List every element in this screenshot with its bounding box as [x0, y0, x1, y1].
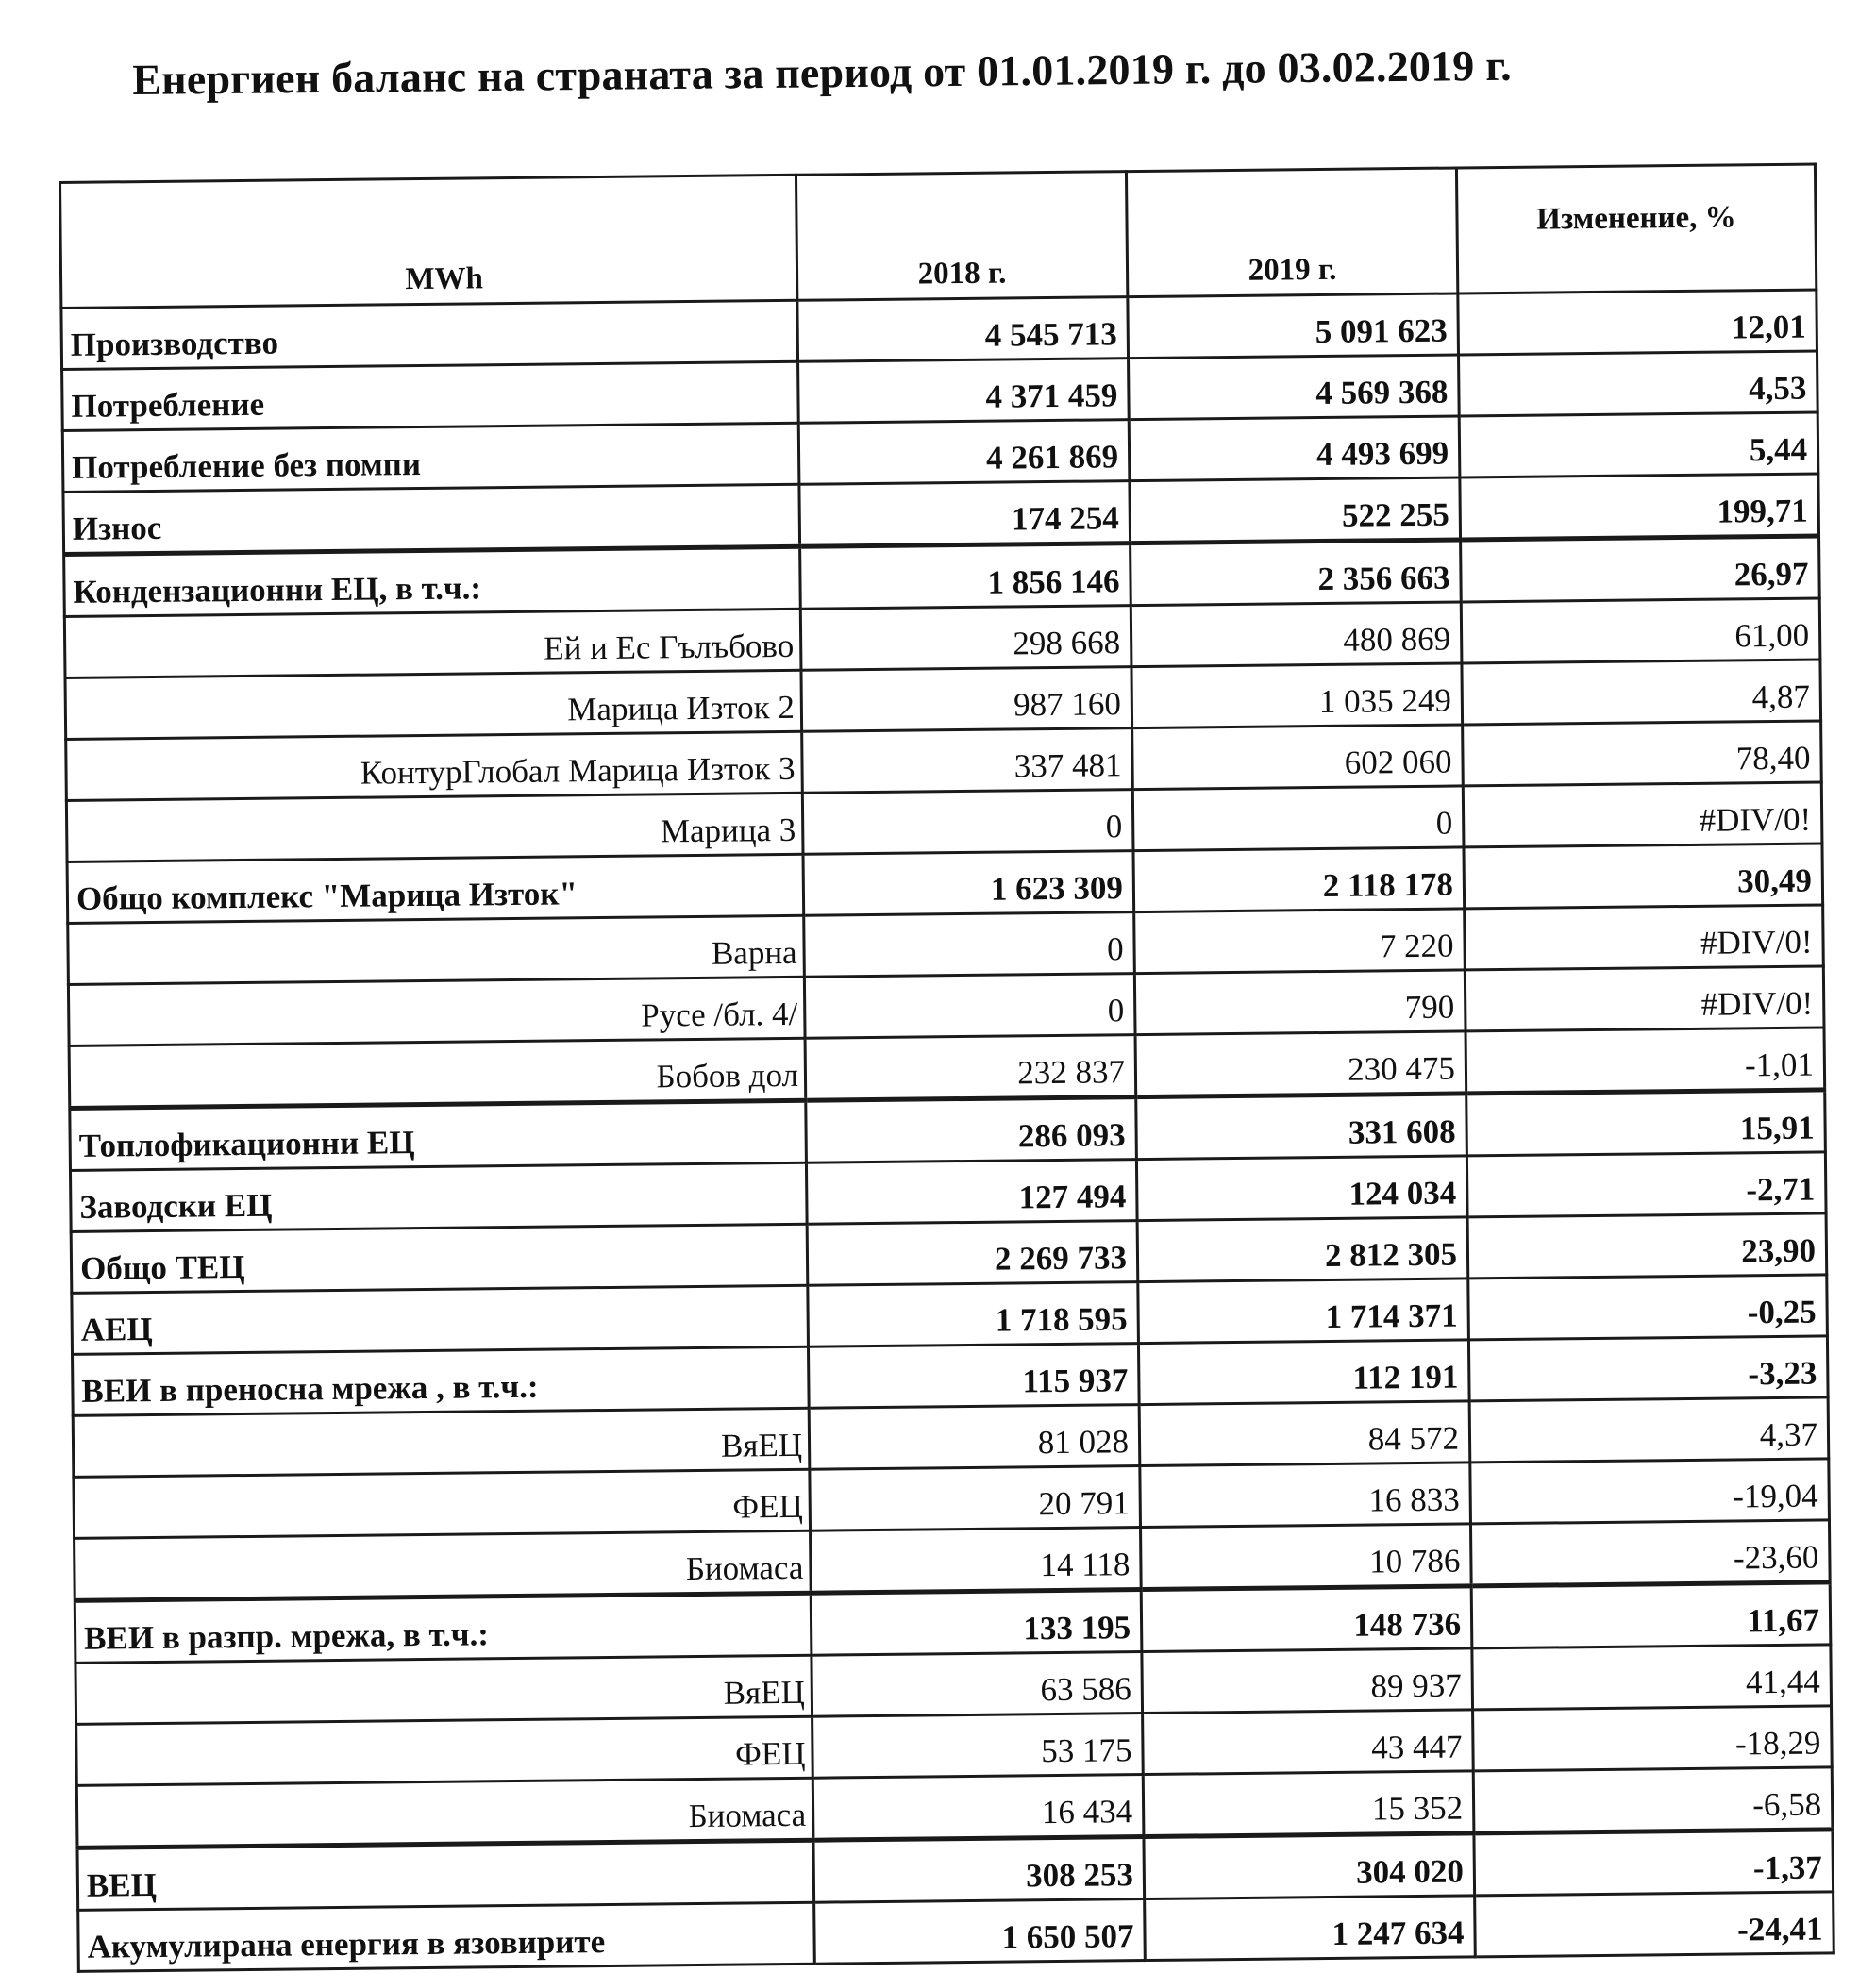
value-2019-cell: 7 220 — [1134, 909, 1466, 974]
column-header-change: Изменение, % — [1456, 164, 1816, 293]
value-2018-cell: 133 195 — [811, 1590, 1142, 1656]
column-header-2019: 2019 г. — [1126, 168, 1457, 297]
row-label-cell: Топлофикационни ЕЦ — [70, 1100, 807, 1170]
change-percent-cell: -0,25 — [1468, 1275, 1828, 1340]
value-2018-cell: 14 118 — [811, 1528, 1142, 1594]
change-percent-cell: 12,01 — [1458, 290, 1817, 355]
row-label-cell: Марица Изток 2 — [65, 670, 802, 739]
change-percent-cell: -19,04 — [1470, 1459, 1830, 1524]
row-label-cell: АЕЦ — [72, 1285, 809, 1354]
row-label-cell: ВяЕЦ — [75, 1655, 812, 1724]
row-label-cell: Общо ТЕЦ — [71, 1224, 808, 1293]
value-2018-cell: 308 253 — [813, 1837, 1145, 1903]
value-2019-cell: 602 060 — [1132, 725, 1464, 790]
value-2018-cell: 0 — [804, 974, 1135, 1039]
value-2018-cell: 63 586 — [812, 1652, 1143, 1717]
energy-balance-table — [59, 162, 1835, 1972]
change-percent-cell: -1,01 — [1466, 1028, 1825, 1094]
value-2018-cell: 16 434 — [812, 1775, 1144, 1841]
value-2019-cell: 10 786 — [1141, 1524, 1472, 1590]
value-2019-cell: 5 091 623 — [1128, 293, 1459, 359]
value-2019-cell: 4 493 699 — [1129, 416, 1460, 481]
row-label-cell: ВЕИ в разпр. мрежа, в т.ч.: — [75, 1593, 812, 1663]
change-percent-cell: 15,91 — [1466, 1090, 1826, 1156]
row-label-cell: Марица 3 — [66, 793, 803, 861]
value-2018-cell: 4 371 459 — [798, 359, 1130, 424]
row-label-cell: Ей и Ес Гълъбово — [64, 609, 801, 677]
row-label-cell: КонтурГлобал Марица Изток 3 — [66, 731, 803, 800]
value-2018-cell: 4 545 713 — [797, 297, 1129, 362]
value-2019-cell: 4 569 368 — [1129, 355, 1460, 420]
value-2019-cell: 124 034 — [1136, 1156, 1467, 1221]
table-body — [60, 164, 1834, 1971]
row-label-cell: Кондензационни ЕЦ, в т.ч.: — [64, 546, 801, 616]
value-2018-cell: 232 837 — [805, 1035, 1136, 1101]
change-percent-cell: 26,97 — [1461, 536, 1820, 602]
row-label-cell: ВЕЦ — [77, 1840, 814, 1910]
value-2019-cell: 112 191 — [1138, 1340, 1469, 1405]
value-2018-cell: 286 093 — [806, 1097, 1137, 1163]
value-2018-cell: 174 254 — [799, 481, 1131, 547]
change-percent-cell: 30,49 — [1464, 844, 1823, 909]
value-2019-cell: 480 869 — [1131, 602, 1462, 667]
value-2018-cell: 115 937 — [808, 1344, 1139, 1409]
value-2018-cell: 81 028 — [809, 1405, 1140, 1470]
change-percent-cell: 4,53 — [1459, 351, 1818, 416]
value-2019-cell: 89 937 — [1142, 1648, 1473, 1714]
value-2019-cell: 522 255 — [1130, 477, 1461, 543]
value-2018-cell: 298 668 — [800, 606, 1131, 671]
value-2018-cell: 987 160 — [801, 667, 1132, 732]
change-percent-cell: 199,71 — [1460, 474, 1819, 540]
row-label-cell: Варна — [68, 915, 805, 984]
value-2018-cell: 1 623 309 — [803, 851, 1134, 916]
row-label-cell: Общо комплекс "Марица Изток" — [67, 854, 804, 923]
value-2018-cell: 1 718 595 — [808, 1282, 1139, 1347]
value-2019-cell: 1 247 634 — [1145, 1896, 1476, 1961]
value-2019-cell: 790 — [1134, 970, 1466, 1035]
value-2018-cell: 1 856 146 — [800, 543, 1131, 610]
row-label-cell: ВяЕЦ — [73, 1408, 810, 1477]
change-percent-cell: 78,40 — [1463, 721, 1822, 786]
change-percent-cell: 23,90 — [1467, 1213, 1827, 1279]
value-2019-cell: 230 475 — [1135, 1031, 1466, 1097]
value-2019-cell: 2 356 663 — [1131, 540, 1462, 606]
page-title: Енергиен баланс на страната за период от 01.01.2019 г. до 03.02.2019 г. — [132, 41, 1513, 104]
value-2018-cell: 20 791 — [810, 1466, 1141, 1531]
row-label-cell: ВЕИ в преносна мрежа , в т.ч.: — [73, 1346, 810, 1415]
value-2019-cell: 15 352 — [1143, 1771, 1474, 1837]
change-percent-cell: #DIV/0! — [1465, 966, 1824, 1031]
change-percent-cell: 5,44 — [1459, 412, 1818, 477]
change-percent-cell: 41,44 — [1472, 1645, 1832, 1710]
change-percent-cell: -1,37 — [1474, 1830, 1834, 1896]
change-percent-cell: -18,29 — [1473, 1706, 1833, 1771]
change-percent-cell: #DIV/0! — [1465, 905, 1824, 970]
row-label-cell: Биомаса — [75, 1530, 812, 1600]
value-2018-cell: 2 269 733 — [807, 1221, 1138, 1286]
value-2019-cell: 0 — [1132, 786, 1464, 851]
row-label-cell: Производство — [61, 300, 798, 369]
value-2018-cell: 0 — [804, 912, 1135, 978]
value-2019-cell: 84 572 — [1139, 1401, 1470, 1466]
row-label-cell: Акумулирана енергия в язовирите — [78, 1902, 815, 1971]
row-label-cell: Потребление — [62, 361, 799, 430]
value-2018-cell: 1 650 507 — [814, 1899, 1146, 1965]
change-percent-cell: -3,23 — [1468, 1336, 1828, 1401]
change-percent-cell: -23,60 — [1470, 1520, 1830, 1586]
change-percent-cell: -6,58 — [1473, 1767, 1833, 1833]
column-header-2018: 2018 г. — [796, 172, 1127, 301]
row-label-cell: Биомаса — [76, 1778, 813, 1848]
column-header-unit: MWh — [60, 175, 797, 308]
change-percent-cell: 4,87 — [1462, 660, 1821, 725]
value-2019-cell: 16 833 — [1140, 1463, 1471, 1528]
change-percent-cell: -24,41 — [1475, 1892, 1834, 1957]
value-2018-cell: 53 175 — [812, 1714, 1144, 1779]
table-header-row — [60, 164, 1817, 308]
row-label-cell: ФЕЦ — [74, 1469, 811, 1538]
value-2019-cell: 304 020 — [1144, 1833, 1475, 1899]
row-label-cell: ФЕЦ — [76, 1716, 813, 1785]
value-2019-cell: 2 118 178 — [1133, 847, 1465, 912]
value-2018-cell: 127 494 — [806, 1160, 1137, 1225]
change-percent-cell: 61,00 — [1461, 598, 1820, 663]
row-label-cell: Износ — [63, 484, 800, 554]
change-percent-cell: 11,67 — [1471, 1582, 1831, 1648]
value-2019-cell: 43 447 — [1143, 1710, 1474, 1775]
value-2018-cell: 0 — [802, 790, 1133, 855]
change-percent-cell: -2,71 — [1466, 1152, 1826, 1217]
value-2019-cell: 2 812 305 — [1137, 1217, 1468, 1282]
value-2018-cell: 337 481 — [802, 728, 1133, 794]
value-2019-cell: 148 736 — [1141, 1586, 1472, 1652]
row-label-cell: Потребление без помпи — [62, 423, 799, 492]
change-percent-cell: #DIV/0! — [1463, 782, 1822, 847]
value-2019-cell: 1 035 249 — [1131, 663, 1463, 728]
change-percent-cell: 4,37 — [1469, 1397, 1829, 1463]
row-label-cell: Русе /бл. 4/ — [68, 977, 805, 1045]
row-label-cell: Бобов дол — [69, 1038, 806, 1108]
value-2019-cell: 331 608 — [1136, 1094, 1467, 1160]
value-2018-cell: 4 261 869 — [798, 420, 1130, 485]
row-label-cell: Заводски ЕЦ — [70, 1162, 807, 1231]
value-2019-cell: 1 714 371 — [1138, 1279, 1469, 1344]
